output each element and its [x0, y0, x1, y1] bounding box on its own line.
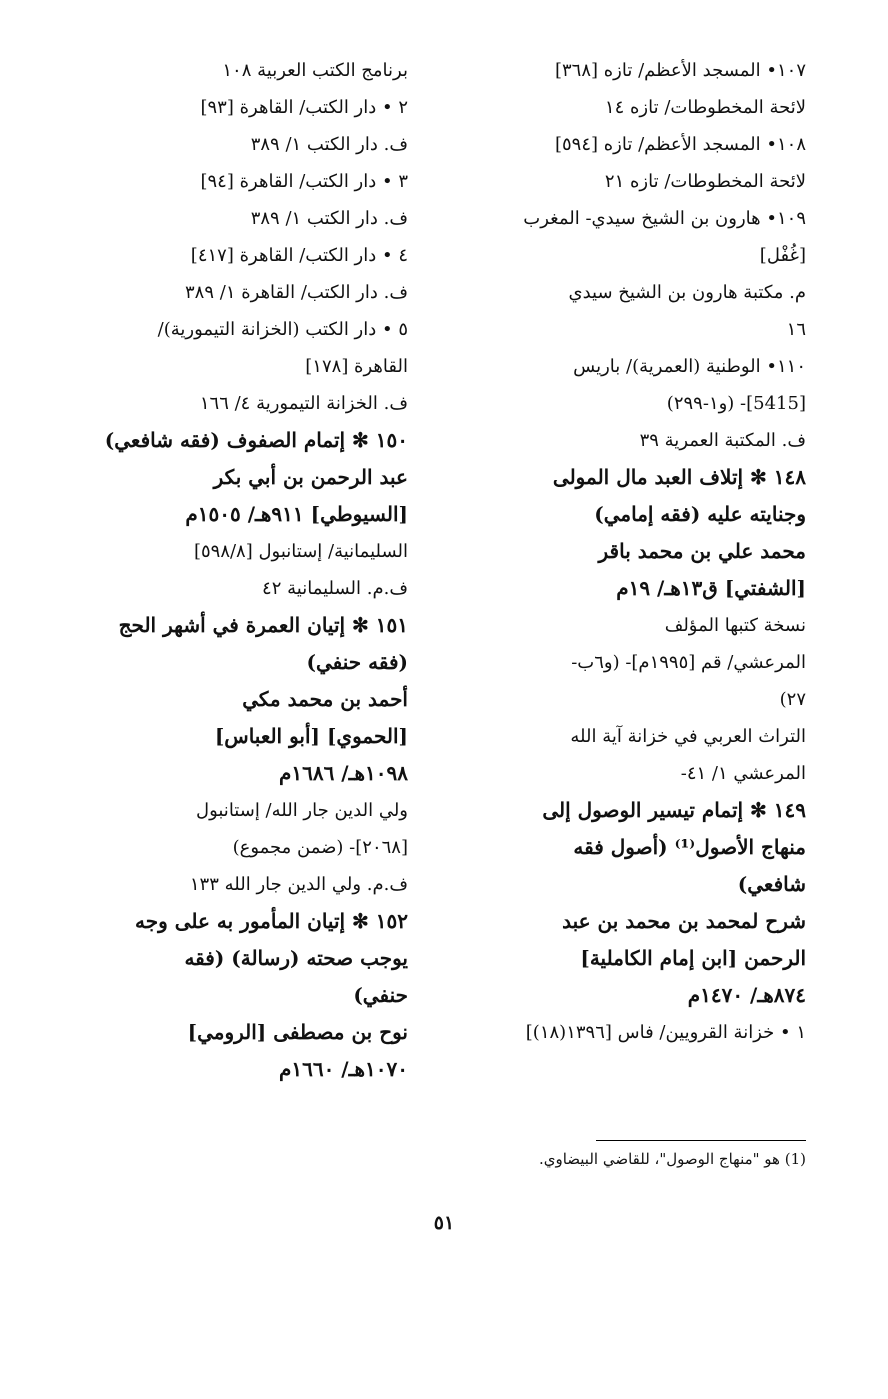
right-column-line: محمد علي بن محمد باقر — [598, 539, 806, 563]
left-column-line: ١٥١ ✻ إتيان العمرة في أشهر الحج — [118, 613, 408, 637]
left-column-line: السليمانية/ إستانبول [٥٩٨/٨] — [193, 541, 408, 562]
left-column-line: ٢ • دار الكتب/ القاهرة [٩٣] — [200, 97, 408, 118]
left-column-line: أحمد بن محمد مكي — [242, 687, 408, 711]
right-column-line: التراث العربي في خزانة آية الله — [570, 726, 806, 747]
right-column — [441, 52, 806, 1051]
right-column-line: ١٠٨• المسجد الأعظم/ تازه [٥٩٤] — [554, 134, 806, 155]
left-column-line: ١٠٧٠هـ/ ١٦٦٠م — [278, 1057, 408, 1081]
right-column-line: ١ • خزانة القرويين/ فاس [١٣٩٦(١٨)] — [525, 1022, 806, 1043]
left-column-line: ف.م. السليمانية ٤٢ — [262, 578, 408, 599]
right-column-line: لائحة المخطوطات/ تازه ٢١ — [604, 171, 806, 192]
right-column-line: [غُفْل] — [759, 245, 806, 266]
right-column-line: ٢٧) — [779, 689, 806, 710]
left-column-line: ١٥٢ ✻ إتيان المأمور به على وجه — [135, 909, 408, 933]
left-column-line: ٤ • دار الكتب/ القاهرة [٤١٧] — [190, 245, 408, 266]
right-column-line: ١٤٨ ✻ إتلاف العبد مال المولى — [552, 465, 806, 489]
left-column-line: ف. دار الكتب ١/ ٣٨٩ — [250, 134, 408, 155]
left-column-line: القاهرة [١٧٨] — [305, 356, 408, 377]
left-column-line: حنفي) — [353, 983, 408, 1007]
left-column-line: [الحموي] [أبو العباس] — [214, 724, 408, 748]
left-column-line: يوجب صحته (رسالة) (فقه — [184, 946, 408, 970]
right-column-line: [5415]- (و١-٢٩٩) — [666, 393, 806, 414]
right-column-line: المرعشي ١/ ٤١- — [680, 763, 806, 784]
left-column-line: برنامج الكتب العربية ١٠٨ — [222, 60, 408, 81]
left-column-line: عبد الرحمن بن أبي بكر — [213, 465, 408, 489]
right-column-line: ١١٠• الوطنية (العمرية)/ باريس — [573, 356, 806, 377]
right-column-line: م. مكتبة هارون بن الشيخ سيدي — [568, 282, 806, 303]
left-column-line: (فقه حنفي) — [306, 650, 408, 674]
footnote-divider — [596, 1140, 806, 1141]
left-column-line: نوح بن مصطفى [الرومي] — [187, 1020, 408, 1044]
left-column-line: ف. دار الكتب ١/ ٣٨٩ — [250, 208, 408, 229]
right-column-line: ١٠٧• المسجد الأعظم/ تازه [٣٦٨] — [554, 60, 806, 81]
right-column-line: شافعي) — [737, 872, 806, 896]
right-column-line: ١٤٩ ✻ إتمام تيسير الوصول إلى — [542, 798, 806, 822]
right-column-line: [الشفتي] ق١٣هـ/ ١٩م — [616, 576, 806, 600]
right-column-line: منهاج الأصول⁽¹⁾ (أصول فقه — [573, 835, 806, 859]
left-column-line: [السيوطي] ٩١١هـ/ ١٥٠٥م — [185, 502, 408, 526]
right-column-line: شرح لمحمد بن محمد بن عبد — [562, 909, 806, 933]
page-number: ٥١ — [433, 1212, 455, 1234]
right-column-line: لائحة المخطوطات/ تازه ١٤ — [604, 97, 806, 118]
left-column-line: ف. دار الكتب/ القاهرة ١/ ٣٨٩ — [185, 282, 408, 303]
footnote: (1) هو "منهاج الوصول"، للقاضي البيضاوي. — [538, 1150, 806, 1168]
left-column-line: ٥ • دار الكتب (الخزانة التيمورية)/ — [157, 319, 408, 340]
left-column-line: ١٥٠ ✻ إتمام الصفوف (فقه شافعي) — [104, 428, 408, 452]
left-column — [63, 52, 408, 1088]
right-column-line: ١٠٩• هارون بن الشيخ سيدي- المغرب — [523, 208, 806, 229]
left-column-line: ١٠٩٨هـ/ ١٦٨٦م — [278, 761, 408, 785]
right-column-line: المرعشي/ قم [١٩٩٥م]- (و٦ب- — [571, 652, 806, 673]
right-column-line: ١٦ — [786, 319, 806, 340]
right-column-line: الرحمن [ابن إمام الكاملية] — [580, 946, 806, 970]
left-column-line: ولي الدين جار الله/ إستانبول — [196, 800, 408, 821]
right-column-line: نسخة كتبها المؤلف — [664, 615, 806, 636]
left-column-line: ف.م. ولي الدين جار الله ١٣٣ — [189, 874, 408, 895]
left-column-line: [٢٠٦٨]- (ضمن مجموع) — [232, 837, 408, 858]
right-column-line: ٨٧٤هـ/ ١٤٧٠م — [687, 983, 806, 1007]
left-column-line: ف. الخزانة التيمورية ٤/ ١٦٦ — [199, 393, 408, 414]
left-column-line: ٣ • دار الكتب/ القاهرة [٩٤] — [200, 171, 408, 192]
right-column-line: وجنايته عليه (فقه إمامي) — [594, 502, 806, 526]
right-column-line: ف. المكتبة العمرية ٣٩ — [639, 430, 806, 451]
